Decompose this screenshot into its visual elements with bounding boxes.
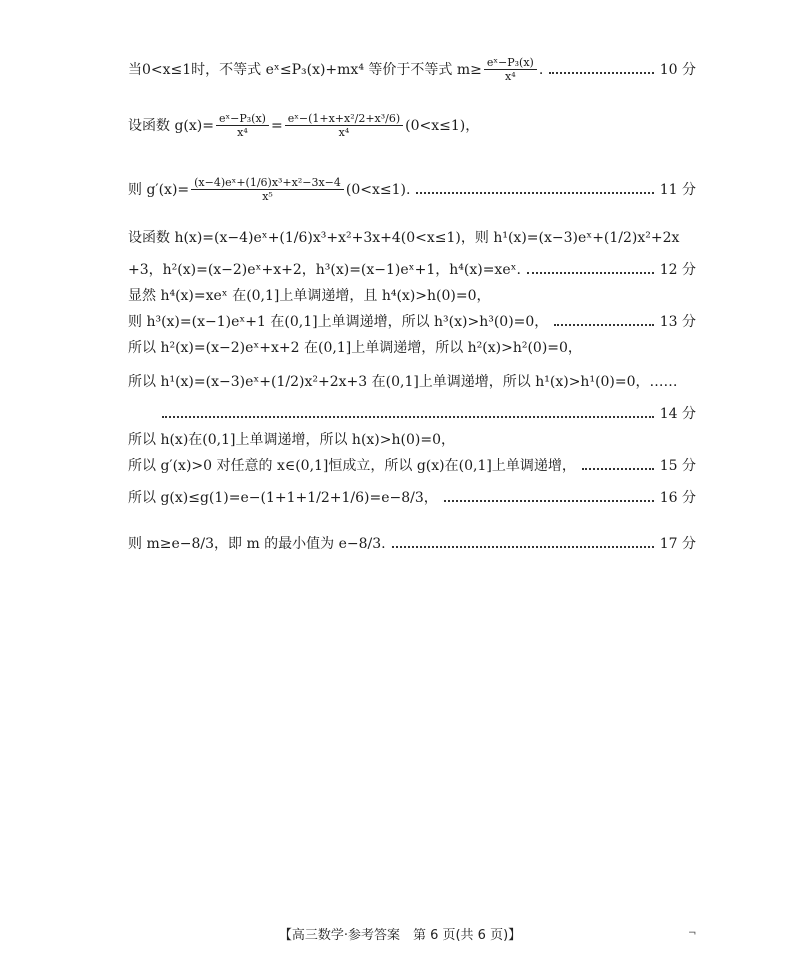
line-tail: . — [538, 61, 544, 78]
solution-line-4 — [128, 228, 696, 248]
leader-dots — [549, 72, 653, 74]
leader-dots — [162, 416, 654, 418]
line-tail: (0<x≤1). — [345, 181, 411, 198]
line-text: 所以 g′(x)>0 对任意的 x∈(0,1]恒成立，所以 g(x)在(0,1]上单调递增， — [128, 458, 576, 474]
score-label: 16 分 — [659, 490, 696, 506]
line-text: 所以 h¹(x)=(x−3)eˣ+(1/2)x²+2x+3 在(0,1]上单调递增，所以 h¹(x)>h¹(0)=0，…… — [128, 374, 678, 390]
solution-line-11 — [128, 430, 696, 450]
solution-line-3 — [128, 176, 696, 203]
score-label: 11 分 — [659, 181, 696, 198]
line-text: 则 g′(x)= — [128, 181, 190, 198]
leader-dots — [416, 192, 653, 194]
fraction — [216, 112, 269, 139]
line-text: 设函数 g(x)= — [128, 117, 214, 134]
score-label: 14 分 — [659, 406, 696, 422]
solution-line-2 — [128, 112, 696, 139]
fraction-numerator: eˣ−(1+x+x²/2+x³/6) — [285, 112, 403, 126]
line-tail: (0<x≤1)， — [405, 117, 480, 134]
solution-line-6 — [128, 286, 696, 306]
solution-line-12 — [128, 456, 696, 476]
page-footer: 【高三数学·参考答案 第 6 页(共 6 页)】 — [278, 928, 522, 943]
line-text: 显然 h⁴(x)=xeˣ 在(0,1]上单调递增，且 h⁴(x)>h(0)=0， — [128, 288, 491, 304]
fraction-denominator: x⁴ — [338, 126, 350, 139]
fraction-numerator: eˣ−P₃(x) — [484, 56, 537, 70]
fraction-numerator: eˣ−P₃(x) — [216, 112, 269, 126]
fraction-denominator: x⁴ — [237, 126, 248, 139]
line-text: 设函数 h(x)=(x−4)eˣ+(1/6)x³+x²+3x+4(0<x≤1)，则 h¹(x)=(x−3)eˣ+(1/2)x²+2x — [128, 230, 680, 246]
line-text: 当0<x≤1时，不等式 eˣ≤P₃(x)+mx⁴ 等价于不等式 m≥ — [128, 61, 482, 78]
corner-mark: ¬ — [688, 928, 697, 939]
solution-line-7 — [128, 312, 696, 332]
leader-dots — [444, 500, 654, 502]
fraction — [285, 112, 403, 139]
solution-line-5 — [128, 260, 696, 280]
line-text: +3，h²(x)=(x−2)eˣ+x+2，h³(x)=(x−1)eˣ+1，h⁴(x)=xeˣ. — [128, 262, 521, 278]
equals-sign: = — [270, 117, 283, 134]
fraction-numerator: (x−4)eˣ+(1/6)x³+x²−3x−4 — [191, 176, 344, 190]
line-text: 则 m≥e−8/3，即 m 的最小值为 e−8/3. — [128, 536, 386, 552]
leader-dots — [582, 468, 654, 470]
solution-line-10 — [128, 404, 696, 424]
score-label: 12 分 — [659, 262, 696, 278]
solution-line-13 — [128, 488, 696, 508]
leader-dots — [554, 324, 653, 326]
solution-line-8 — [128, 338, 696, 358]
solution-line-1 — [128, 56, 696, 83]
score-label: 13 分 — [659, 314, 696, 330]
line-text: 所以 g(x)≤g(1)=e−(1+1+1/2+1/6)=e−8/3， — [128, 490, 438, 506]
line-text: 所以 h²(x)=(x−2)eˣ+x+2 在(0,1]上单调递增，所以 h²(x)>h²(0)=0， — [128, 340, 582, 356]
line-text: 则 h³(x)=(x−1)eˣ+1 在(0,1]上单调递增，所以 h³(x)>h³(0)=0， — [128, 314, 549, 330]
fraction — [191, 176, 344, 203]
leader-dots — [392, 546, 654, 548]
fraction — [484, 56, 537, 83]
solution-line-14 — [128, 534, 696, 554]
line-text: 所以 h(x)在(0,1]上单调递增，所以 h(x)>h(0)=0， — [128, 432, 455, 448]
score-label: 17 分 — [659, 536, 696, 552]
solution-line-9 — [128, 372, 696, 392]
score-label: 10 分 — [659, 61, 696, 78]
fraction-denominator: x⁴ — [505, 70, 516, 83]
score-label: 15 分 — [659, 458, 696, 474]
leader-dots — [527, 272, 654, 274]
fraction-denominator: x⁵ — [262, 190, 273, 203]
